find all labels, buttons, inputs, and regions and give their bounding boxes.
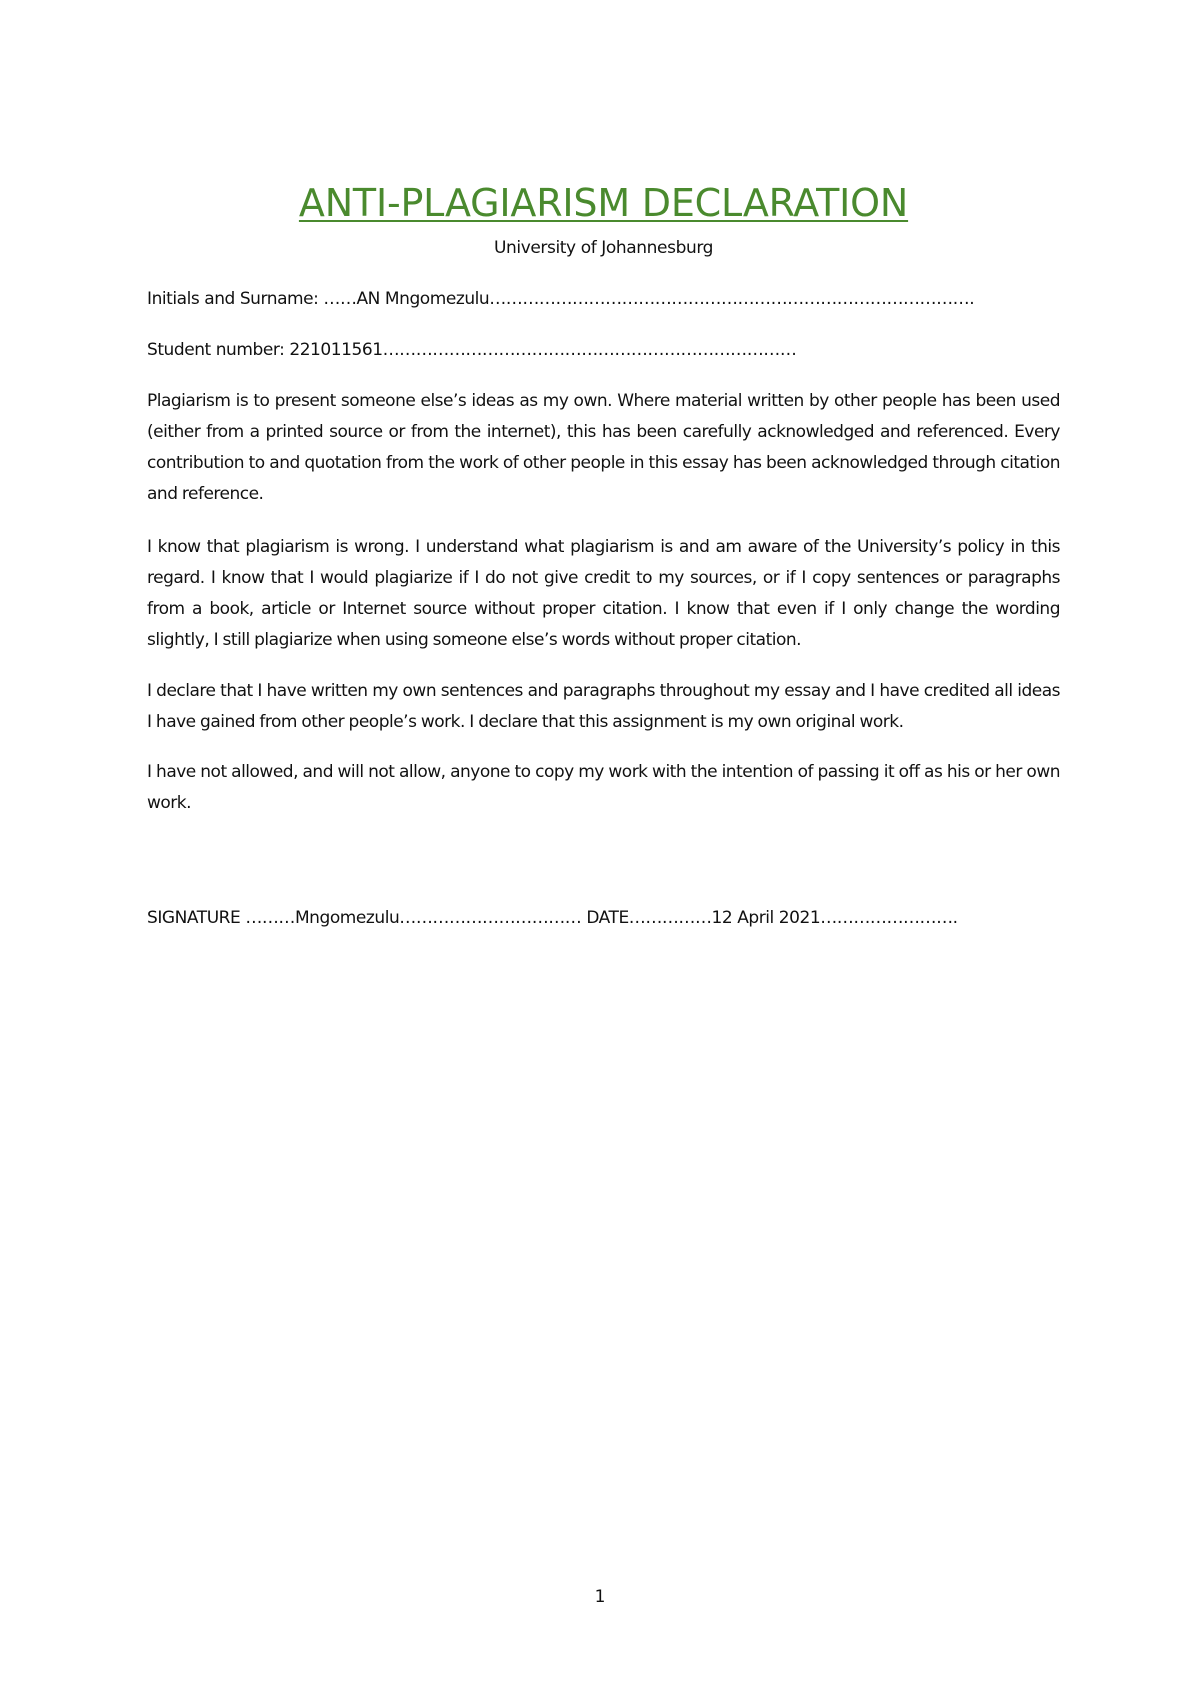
page-number: 1 [594, 1587, 606, 1607]
name-field-line [147, 287, 974, 311]
signature-value: ………Mngomezulu…………………………… [245, 908, 582, 928]
university-name: University of Johannesburg [493, 238, 714, 258]
declaration-paragraph-4: I have not allowed, and will not allow, anyone to copy my work with the intention of passing it off as his or her own work. [147, 762, 1060, 813]
date-value: ……………12 April 2021……………………. [628, 908, 958, 928]
date-label: DATE [586, 908, 629, 928]
name-label: Initials and Surname: [147, 289, 319, 309]
declaration-paragraph-3: I declare that I have written my own sentences and paragraphs throughout my essay and I have credited all ideas I have gained from other people’s work. I declare that this assignment is my own original work. [147, 681, 1060, 732]
student-number-value: 221011561………………………………………………………………… [289, 340, 797, 360]
signature-label: SIGNATURE [147, 908, 241, 928]
student-number-label: Student number: [147, 340, 285, 360]
declaration-paragraph-2: I know that plagiarism is wrong. I understand what plagiarism is and am aware of the University’s policy in this regard. I know that I would plagiarize if I do not give credit to my sources, or if I copy sentences or paragraphs from a book, article or Internet source without proper citation. I know that even if I only change the wording slightly, I still plagiarize when using someone else’s words without proper citation. [147, 537, 1060, 650]
name-value: ……AN Mngomezulu……………………………………………………………………………. [323, 289, 975, 309]
student-number-field-line [147, 338, 796, 362]
page-title: ANTI-PLAGIARISM DECLARATION [298, 181, 909, 225]
signature-date-line [147, 906, 958, 930]
declaration-paragraph-1: Plagiarism is to present someone else’s ideas as my own. Where material written by other people has been used (either from a printed source or from the internet), this has been carefully acknowledged and referenced. Every contribution to and quotation from the work of other people in this essay has been acknowledged through citation and reference. [147, 391, 1060, 504]
